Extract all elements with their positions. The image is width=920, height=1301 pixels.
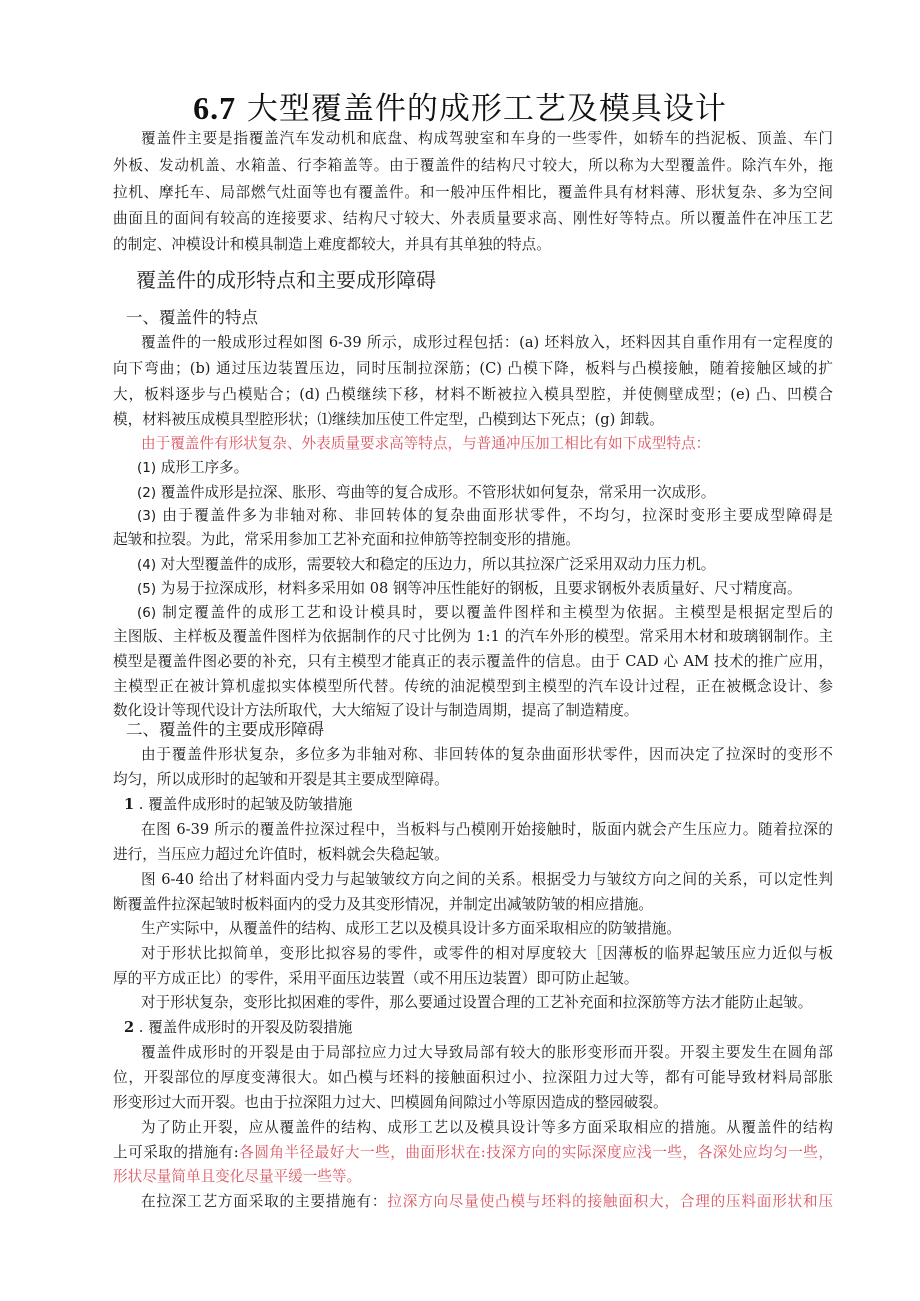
item-2: (2) 覆盖件成形是拉深、胀形、弯曲等的复合成形。不管形状如何复杂，常采用一次成形。 [137, 484, 716, 501]
sub2-heading: 2 . 覆盖件成形时的开裂及防裂措施 [124, 1019, 353, 1036]
red-intro: 由于覆盖件有形状复杂、外表质量要求高等特点，与普通冲压加工相比有如下成型特点： [141, 435, 711, 452]
sub2-p3-line: 在拉深工艺方面采取的主要措施有：拉深方向尽量使凸模与坯料的接触面积大，合理的压料面形状和压 [141, 1193, 833, 1210]
part2-heading: 二、覆盖件的主要成形障碍 [126, 720, 324, 739]
item-5: (5) 为易于拉深成形，材料多采用如 08 钢等冲压性能好的钢板，且要求钢板外表质量好、尺寸精度高。 [137, 580, 802, 597]
part2-intro-line: 均匀，所以成形时的起皱和开裂是其主要成型障碍。 [113, 771, 449, 788]
process-line: 模，材料被压成模具型腔形状；⑴继续加压使工件定型，凸模到达下死点；(g) 卸载。 [113, 411, 664, 428]
section-heading: 覆盖件的成形特点和主要成形障碍 [136, 268, 436, 292]
item-3: (3) 由于覆盖件多为非轴对称、非回转体的复杂曲面形状零件，不均匀，拉深时变形主要成型障碍是 [137, 507, 833, 524]
item-6-cont: 主模型正在被计算机虚拟实体模型所代替。传统的油泥模型到主模型的汽车设计过程，正在被概念设计、参 [113, 678, 833, 695]
process-line: 覆盖件的一般成形过程如图 6-39 所示，成形过程包括：(a) 坯料放入，坯料因其自重作用有一定程度的 [141, 334, 833, 351]
sub1-p2-line: 断覆盖件拉深起皱时板料面内的受力及其变形情况，并制定出减皱防皱的相应措施。 [113, 896, 653, 913]
intro-line: 覆盖件主要是指覆盖汽车发动机和底盘、构成驾驶室和车身的一些零件，如轿车的挡泥板、顶盖、车门 [141, 130, 833, 147]
sub1-p2-line: 图 6-40 给出了材料面内受力与起皱皱纹方向之间的关系。根据受力与皱纹方向之间的关系，可以定性判 [141, 871, 833, 888]
sub2-p1-line: 覆盖件成形时的开裂是由于局部拉应力过大导致局部有较大的胀形变形而开裂。开裂主要发生在圆角部 [141, 1044, 833, 1061]
sub1-p4-line: 对于形状比拟简单，变形比拟容易的零件，或零件的相对厚度较大［因薄板的临界起皱压应力近似与板 [141, 945, 833, 962]
document-title [0, 88, 920, 129]
sub1-p3: 生产实际中，从覆盖件的结构、成形工艺以及模具设计多方面采取相应的防皱措施。 [141, 920, 681, 937]
intro-line: 曲面且的面间有较高的连接要求、结构尺寸较大、外表质量要求高、刚性好等特点。所以覆盖件在冲压工艺 [113, 210, 833, 227]
item-6-cont: 主图版、主样板及覆盖件图样为依据制作的尺寸比例为 1:1 的汽车外形的模型。常采用木材和玻璃钢制作。主 [113, 628, 833, 645]
title-number: 6.7 [193, 90, 237, 126]
sub1-heading: 1 . 覆盖件成形时的起皱及防皱措施 [124, 796, 353, 813]
sub2-p1-line: 位，开裂部位的厚度变薄很大。如凸模与坯料的接触面积过小、拉深阻力过大等，都有可能导致材料局部胀 [113, 1069, 833, 1086]
intro-line: 外板、发动机盖、水箱盖、行李箱盖等。由于覆盖件的结构尺寸较大，所以称为大型覆盖件。除汽车外，拖 [113, 157, 833, 174]
item-1: (1) 成形工序多。 [137, 459, 249, 476]
process-line: 向下弯曲；(b) 通过压边装置压边，同时压制拉深筋；(C) 凸模下降，板料与凸模接触，随着接触区域的扩 [113, 360, 833, 377]
part2-intro-line: 由于覆盖件形状复杂，多位多为非轴对称、非回转体的复杂曲面形状零件，因而决定了拉深时的变形不 [141, 746, 833, 763]
intro-line: 拉机、摩托车、局部燃气灶面等也有覆盖件。和一般冲压件相比，覆盖件具有材料薄、形状复杂、多为空间 [113, 184, 833, 201]
sub2-p2-line: 形状尽量简单且变化尽量平缓一些等。 [113, 1168, 362, 1185]
sub1-p1-line: 在图 6-39 所示的覆盖件拉深过程中，当板料与凸模刚开始接触时，版面内就会产生压应力。随着拉深的 [141, 821, 833, 838]
process-line: 大，板料逐步与凸模贴合；(d) 凸模继续下移，材料不断被拉入模具型腔，并使侧壁成型；(e) 凸、凹模合 [113, 386, 833, 403]
sub2-p1-line: 形变形过大而开裂。也由于拉深阻力过大、凹模圆角间隙过小等原因造成的整园破裂。 [113, 1094, 668, 1111]
sub2-p2-line: 上可采取的措施有:各圆角半径最好大一些，曲面形状在:技深方向的实际深度应浅一些，各深处应均匀一些， [113, 1144, 834, 1161]
item-6: (6) 制定覆盖件的成形工艺和设计模具时，要以覆盖件图样和主模型为依据。主模型是根据定型后的 [137, 604, 833, 621]
sub1-p4-line: 厚的平方成正比）的零件，采用平面压边装置（或不用压边装置）即可防止起皱。 [113, 970, 639, 987]
intro-line: 的制定、冲模设计和模具制造上难度都较大，并具有其单独的特点。 [113, 236, 551, 253]
item-6-cont: 数化设计等现代设计方法所取代，大大缩短了设计与制造周期，提高了制造精度。 [113, 702, 639, 719]
sub1-p5: 对于形状复杂，变形比拟困难的零件，那么要通过设置合理的工艺补充面和拉深筋等方法才能防止起皱。 [141, 994, 813, 1011]
part1-heading: 一、覆盖件的特点 [126, 308, 258, 327]
item-3-cont: 起皱和拉裂。为此，常采用参加工艺补充面和拉伸筋等控制变形的措施。 [113, 531, 581, 548]
item-4: (4) 对大型覆盖件的成形，需要较大和稳定的压边力，所以其拉深广泛采用双动力压力机。 [137, 556, 716, 573]
sub2-p2-line: 为了防止开裂，应从覆盖件的结构、成形工艺以及模具设计等多方面采取相应的措施。从覆盖件的结构 [141, 1119, 833, 1136]
title-text: 大型覆盖件的成形工艺及模具设计 [246, 91, 727, 127]
sub1-p1-line: 进行，当压应力超过允许值时，板料就会失稳起皱。 [113, 846, 449, 863]
item-6-cont: 模型是覆盖件图必要的补充，只有主模型才能真正的表示覆盖件的信息。由于 CAD 心 AM 技术的推广应用， [113, 653, 833, 670]
